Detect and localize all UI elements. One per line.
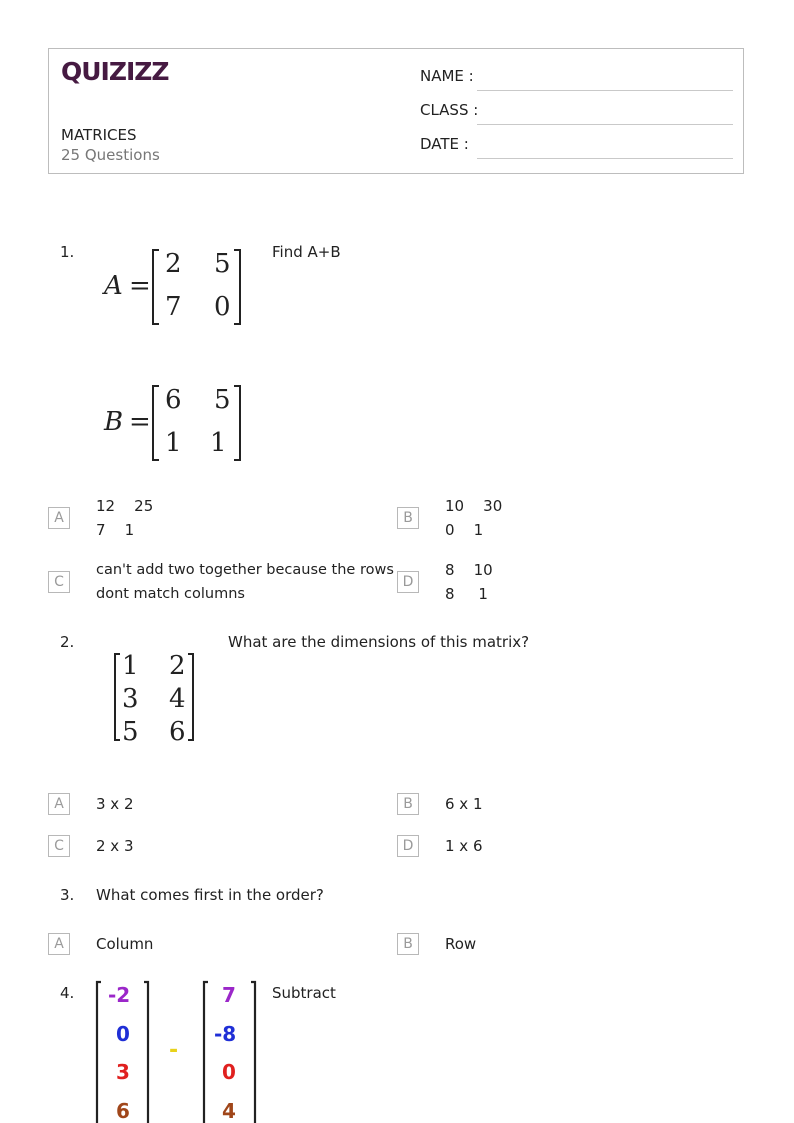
class-label: CLASS : [420,101,479,119]
matrix-b-cell: 6 [165,385,182,415]
matrix-a-right-bracket [234,250,240,324]
q3-option-a[interactable]: Column [96,935,154,953]
q1-option-c[interactable] [96,558,394,606]
question-count: 25 Questions [61,146,160,164]
left-column-value: 3 [116,1060,130,1084]
name-label: NAME : [420,67,474,85]
matrix-3x2-left-bracket [115,654,120,740]
left-column-right-bracket [144,982,148,1123]
matrix-a-cell: 2 [165,249,182,279]
matrix-a-cell: 0 [214,292,231,322]
matrix-3x2-cell: 3 [122,684,139,714]
q3-option-a-marker[interactable]: A [48,933,70,955]
question-2-number: 2. [60,633,75,651]
q1-option-a-marker[interactable]: A [48,507,70,529]
q1-option-c-line1: can't add two together because the rows [96,562,394,578]
matrix-b-left-bracket [153,386,159,460]
matrix-a-cell: 5 [214,249,231,279]
right-column-right-bracket [251,982,255,1123]
left-column-left-bracket [97,982,101,1123]
name-field[interactable] [420,67,733,91]
q1-option-d-line2: 8 1 [445,585,488,603]
q3-option-b-marker[interactable]: B [397,933,419,955]
right-column-left-bracket [204,982,208,1123]
right-column-value: 7 [222,983,236,1007]
date-label: DATE : [420,135,469,153]
q2-option-a-marker[interactable]: A [48,793,70,815]
matrix-a-equals: = [129,271,151,301]
question-2-text: What are the dimensions of this matrix? [228,633,530,651]
q2-option-b-marker[interactable]: B [397,793,419,815]
matrix-b-cell: 1 [210,428,227,458]
q1-option-a[interactable] [96,494,153,542]
matrix-b-equals: = [129,407,151,437]
matrix-3x2-image [108,648,202,744]
q1-option-b-line2: 0 1 [445,521,484,539]
question-1-text: Find A+B [272,243,341,261]
q1-option-b[interactable] [445,494,502,542]
name-line[interactable] [477,90,733,91]
matrix-3x2-cell: 1 [122,651,139,681]
quizizz-logo: QUIZIZZ [61,57,169,86]
matrix-3x2-cell: 6 [169,717,186,744]
matrix-a-cell: 7 [165,292,182,322]
matrix-3x2-right-bracket [188,654,193,740]
date-line[interactable] [477,158,733,159]
matrix-b-cell: 5 [214,385,231,415]
q2-option-c[interactable]: 2 x 3 [96,837,134,855]
q2-option-a[interactable]: 3 x 2 [96,795,134,813]
q1-option-d-marker[interactable]: D [397,571,419,593]
subtract-columns-image [92,978,262,1123]
minus-operator: - [169,1038,179,1063]
left-column-value: 0 [116,1022,130,1046]
right-column-value: -8 [214,1022,237,1046]
question-4-number: 4. [60,984,75,1002]
question-1-number: 1. [60,243,75,261]
q1-option-a-line2: 7 1 [96,521,135,539]
question-4-text: Subtract [272,984,336,1002]
matrix-b-label: B [104,407,124,437]
q3-option-b[interactable]: Row [445,935,477,953]
q2-option-d[interactable]: 1 x 6 [445,837,483,855]
left-column-value: -2 [108,983,131,1007]
matrix-b-image [96,380,256,466]
left-column-value: 6 [116,1099,130,1123]
q1-option-a-line1: 12 25 [96,497,154,515]
q1-option-b-line1: 10 30 [445,497,503,515]
matrix-b-right-bracket [234,386,240,460]
q2-option-b[interactable]: 6 x 1 [445,795,483,813]
matrix-a-label: A [104,271,123,301]
matrix-3x2-cell: 5 [122,717,139,744]
matrix-3x2-cell: 2 [169,651,186,681]
matrix-3x2-cell: 4 [169,684,186,714]
q1-option-c-marker[interactable]: C [48,571,70,593]
date-field[interactable] [420,135,733,159]
matrix-a-left-bracket [153,250,159,324]
right-column-value: 0 [222,1060,236,1084]
worksheet-title: MATRICES [61,126,137,144]
worksheet-header [48,48,744,174]
question-3-text: What comes first in the order? [96,886,324,904]
question-3-number: 3. [60,886,75,904]
right-column-value: 4 [222,1099,236,1123]
matrix-b-cell: 1 [165,428,182,458]
q1-option-d-line1: 8 10 [445,561,493,579]
q1-option-b-marker[interactable]: B [397,507,419,529]
class-line[interactable] [477,124,733,125]
q1-option-d[interactable] [445,558,493,606]
class-field[interactable] [420,101,733,125]
q2-option-c-marker[interactable]: C [48,835,70,857]
q1-option-c-line2: dont match columns [96,586,245,602]
matrix-a-image [96,244,256,330]
q2-option-d-marker[interactable]: D [397,835,419,857]
